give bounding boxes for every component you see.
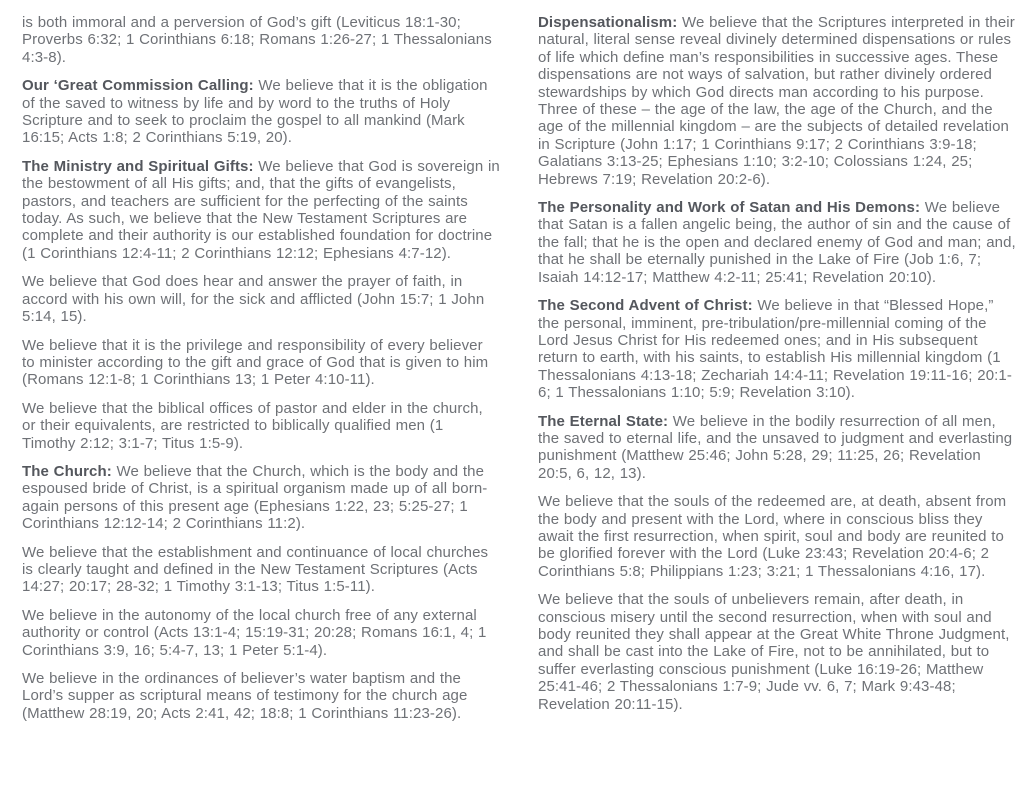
paragraph-body: We believe that God does hear and answer the prayer of faith, in accord with his own will, for the sick and afflicted (John 15:7; 1 John 5:14, 15). xyxy=(22,273,485,326)
paragraph-body: is both immoral and a perversion of God’s gift (Leviticus 18:1-30; Proverbs 6:32; 1 Corinthians 6:18; Romans 1:26-27; 1 Thessalonians 4:3-8). xyxy=(22,14,492,66)
paragraph xyxy=(22,670,500,722)
paragraph-body: We believe in that “Blessed Hope,” the personal, imminent, pre-tribulation/pre-millennial coming of the Lord Jesus Christ for His redeemed ones; and in His subsequent return to earth, with his saints, to establish His millennial kingdom (1 Thessalonians 4:13-18; Zechariah 14:4-11; Revelation 19:11-16; 20:1-6; 1 Thessalonians 1:10; 5:9; Revelation 3:10). xyxy=(538,297,1012,402)
paragraph xyxy=(22,544,500,596)
paragraph-body: We believe that the Church, which is the body and the espoused bride of Christ, is a spiritual organism made up of all born-again persons of this present age (Ephesians 1:22, 23; 5:25-27; 1 Corinthians 12:12-14; 2 Corinthians 11:2). xyxy=(22,462,488,533)
paragraph xyxy=(538,591,1016,713)
paragraph-body: We believe that the souls of unbelievers remain, after death, in conscious misery until the second resurrection, when with soul and body reunited they shall appear at the Great White Throne Judgment, and shall be cast into the Lake of Fire, not to be annihilated, but to suffer everlasting conscious punishment (Luke 16:19-26; Matthew 25:41-46; 2 Thessalonians 1:7-9; Jude vv. 6, 7; Mark 9:43-48; Revelation 20:11-15). xyxy=(538,591,1010,713)
paragraph-heading: Dispensationalism: xyxy=(538,14,683,31)
paragraph xyxy=(22,463,500,533)
left-column xyxy=(22,14,500,791)
paragraph xyxy=(538,14,1016,188)
paragraph-body: We believe that the establishment and continuance of local churches is clearly taught and defined in the New Testament Scriptures (Acts 14:27; 20:17; 28-32; 1 Timothy 3:1-13; Titus 1:5-11). xyxy=(22,543,489,596)
paragraph-body: We believe that the biblical offices of pastor and elder in the church, or their equivalents, are restricted to biblically qualified men (1 Timothy 2:12; 3:1-7; Titus 1:5-9). xyxy=(22,399,483,452)
paragraph-body: We believe that God is sovereign in the bestowment of all His gifts; and, that the gifts of evangelists, pastors, and teachers are sufficient for the perfecting of the saints today. As such, we believe that the New Testament Scriptures are complete and their authority is our established foundation for doctrine (1 Corinthians 12:4-11; 2 Corinthians 12:12; Ephesians 4:7-12). xyxy=(22,157,500,262)
right-column xyxy=(538,14,1016,791)
paragraph xyxy=(22,273,500,325)
paragraph xyxy=(22,337,500,389)
paragraph xyxy=(538,297,1016,401)
paragraph-heading: The Second Advent of Christ: xyxy=(538,297,758,315)
paragraph-body: We believe that Satan is a fallen angelic being, the author of sin and the cause of the fall; that he is the open and declared enemy of God and man; and, that he shall be eternally punished in the Lake of Fire (Job 1:6, 7; Isaiah 14:12-17; Matthew 4:2-11; 25:41; Revelation 20:10). xyxy=(538,199,1016,286)
paragraph-heading: The Ministry and Spiritual Gifts: xyxy=(22,157,259,175)
paragraph-body: We believe that the Scriptures interpreted in their natural, literal sense reveal divinely determined dispensations or rules of life which define man’s responsibilities in successive ages. These dispensations are not ways of salvation, but rather divinely ordered stewardships by which God directs man according to his purpose. Three of these – the age of the law, the age of the Church, and the age of the millennial kingdom – are the subjects of detailed revelation in Scripture (John 1:17; 1 Corinthians 9:17; 2 Corinthians 3:9-18; Galatians 3:13-25; Ephesians 1:10; 3:2-10; Colossians 1:24, 25; Hebrews 7:19; Revelation 20:2-6). xyxy=(538,14,1015,188)
paragraph-heading: Our ‘Great Commission Calling: xyxy=(22,77,259,95)
paragraph xyxy=(22,400,500,452)
paragraph xyxy=(22,77,500,147)
paragraph-heading: The Church: xyxy=(22,462,117,480)
paragraph xyxy=(22,14,500,66)
paragraph xyxy=(22,158,500,262)
paragraph-body: We believe that the souls of the redeemed are, at death, absent from the body and present with the Lord, where in conscious bliss they await the first resurrection, when spirit, soul and body are reunited to be glorified forever with the Lord (Luke 23:43; Revelation 20:4-6; 2 Corinthians 5:8; Philippians 1:23; 3:21; 1 Thessalonians 4:16, 17). xyxy=(538,493,1007,580)
paragraph-body: We believe in the ordinances of believer’s water baptism and the Lord’s supper as scriptural means of testimony for the church age (Matthew 28:19, 20; Acts 2:41, 42; 18:8; 1 Corinthians 11:23-26). xyxy=(22,670,468,722)
paragraph xyxy=(538,493,1016,580)
paragraph-body: We believe that it is the privilege and responsibility of every believer to minister according to the gift and grace of God that is given to him (Romans 12:1-8; 1 Corinthians 13; 1 Peter 4:10-11). xyxy=(22,336,489,389)
paragraph xyxy=(22,607,500,659)
paragraph-body: We believe in the autonomy of the local church free of any external authority or control (Acts 13:1-4; 15:19-31; 20:28; Romans 16:1, 4; 1 Corinthians 3:9, 16; 5:4-7, 13; 1 Peter 5:1-4). xyxy=(22,606,487,659)
paragraph-heading: The Eternal State: xyxy=(538,412,673,430)
paragraph xyxy=(538,199,1016,286)
paragraph-heading: The Personality and Work of Satan and His Demons: xyxy=(538,199,925,217)
paragraph xyxy=(538,413,1016,483)
paragraph-body: We believe in the bodily resurrection of all men, the saved to eternal life, and the unsaved to judgment and everlasting punishment (Matthew 25:46; John 5:28, 29; 11:25, 26; Revelation 20:5, 6, 12, 13). xyxy=(538,412,1013,482)
paragraph-body: We believe that it is the obligation of the saved to witness by life and by word to the truths of Holy Scripture and to seek to proclaim the gospel to all mankind (Mark 16:15; Acts 1:8; 2 Corinthians 5:19, 20). xyxy=(22,77,488,147)
